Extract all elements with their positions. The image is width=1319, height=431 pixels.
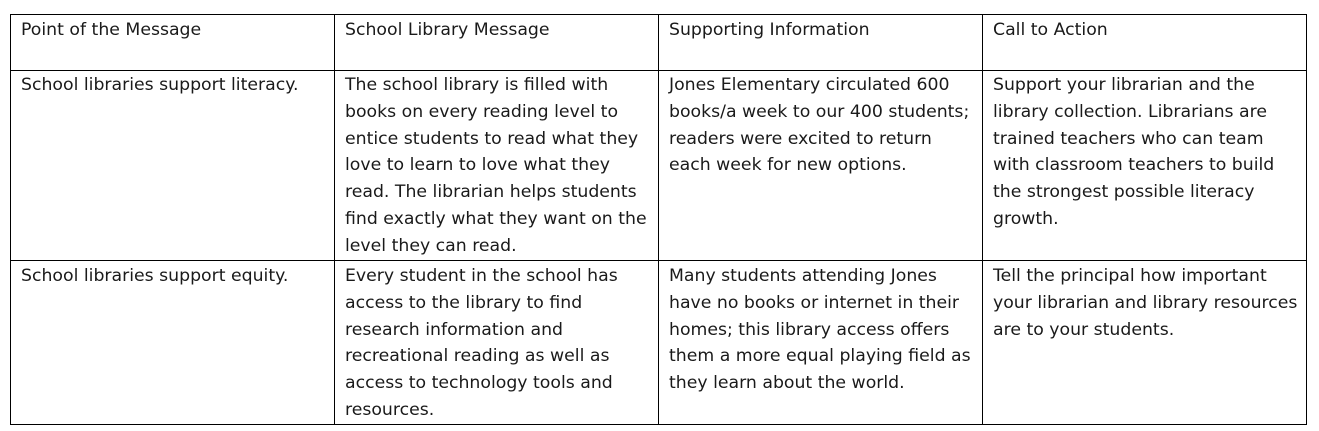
message-table (10, 14, 1307, 425)
table-cell-supporting: Many students attending Jones have no books or internet in their homes; this library access offers them a more equal playing field as they learn about the world. (659, 261, 983, 425)
table-cell-action: Support your librarian and the library collection. Librarians are trained teachers who can team with classroom teachers to build the strongest possible literacy growth. (983, 71, 1307, 261)
header-point-of-message: Point of the Message (11, 15, 335, 71)
table-cell-message: Every student in the school has access to the library to find research information and recreational reading as well as access to technology tools and resources. (335, 261, 659, 425)
table-cell-supporting: Jones Elementary circulated 600 books/a week to our 400 students; readers were excited to return each week for new options. (659, 71, 983, 261)
table-cell-point: School libraries support literacy. (11, 71, 335, 261)
header-supporting-information: Supporting Information (659, 15, 983, 71)
header-call-to-action: Call to Action (983, 15, 1307, 71)
table-cell-message: The school library is filled with books on every reading level to entice students to read what they love to learn to love what they read. The librarian helps students find exactly what they want on the level they can read. (335, 71, 659, 261)
header-row (11, 15, 1307, 71)
table-cell-point: School libraries support equity. (11, 261, 335, 425)
table-row (11, 261, 1307, 425)
header-school-library-message: School Library Message (335, 15, 659, 71)
table-cell-action: Tell the principal how important your librarian and library resources are to your students. (983, 261, 1307, 425)
table-row (11, 71, 1307, 261)
